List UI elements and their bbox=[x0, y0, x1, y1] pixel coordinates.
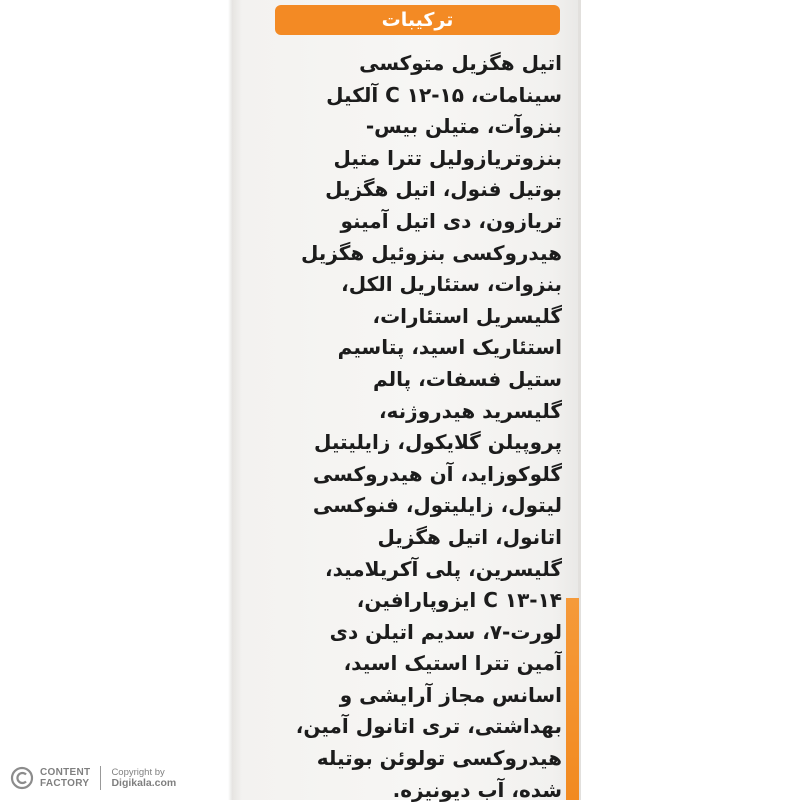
watermark-credit bbox=[111, 767, 176, 789]
watermark-brand-line1: CONTENT bbox=[40, 767, 91, 778]
ingredient-line: لورت-۷، سدیم اتیلن دی bbox=[329, 619, 562, 644]
ingredient-line: بنزوتریازولیل تترا متیل bbox=[333, 145, 562, 170]
ingredient-line: شده، آب دیونیزه. bbox=[392, 777, 562, 802]
ingredient-line: هیدروکسی بنزوئیل هگزیل bbox=[300, 240, 562, 265]
ingredient-line: سینامات، C ۱۲-۱۵ آلکیل bbox=[326, 82, 562, 107]
ingredient-line: استئاریک اسید، پتاسیم bbox=[337, 335, 562, 360]
ingredients-header-bar bbox=[275, 5, 560, 35]
ingredient-line: گلیسرین، پلی آکریلامید، bbox=[324, 556, 562, 581]
ingredient-line: C ۱۳-۱۴ ایزوپارافین، bbox=[356, 588, 562, 613]
ingredient-line: پروپیلن گلایکول، زایلیتیل bbox=[314, 430, 562, 455]
ingredient-line: اتیل هگزیل متوکسی bbox=[359, 51, 562, 75]
watermark-credit-line1: Copyright by bbox=[111, 767, 165, 778]
watermark-brand bbox=[40, 767, 90, 789]
ingredient-line: اتانول، اتیل هگزیل bbox=[377, 524, 562, 549]
ingredient-line: اسانس مجاز آرایشی و bbox=[339, 682, 562, 707]
ingredient-line: آمین تترا استیک اسید، bbox=[343, 651, 562, 676]
ingredient-line: گلوکوزاید، آن هیدروکسی bbox=[312, 461, 562, 486]
ingredient-line: بنزوآت، متیلن بیس- bbox=[365, 114, 562, 139]
watermark bbox=[10, 763, 176, 793]
ingredient-line: ستیل فسفات، پالم bbox=[372, 366, 562, 391]
ingredient-line: بهداشتی، تری اتانول آمین، bbox=[295, 714, 562, 739]
watermark-credit-line2: Digikala.com bbox=[111, 777, 177, 789]
content-factory-logo-icon bbox=[10, 766, 34, 790]
ingredient-line: لیتول، زایلیتول، فنوکسی bbox=[312, 493, 562, 518]
ingredient-line: گلیسرید هیدروژنه، bbox=[378, 398, 562, 423]
ingredient-line: بوتیل فنول، اتیل هگزیل bbox=[325, 177, 562, 202]
ingredients-header-label: ترکیبات bbox=[381, 9, 454, 31]
ingredient-line: تریازون، دی اتیل آمینو bbox=[340, 208, 562, 233]
ingredient-line: هیدروکسی تولوئن بوتیله bbox=[316, 746, 562, 771]
ingredient-line: بنزوات، ستئاریل الکل، bbox=[341, 272, 562, 297]
orange-side-strip bbox=[566, 598, 579, 800]
ingredients-text-block bbox=[262, 48, 562, 806]
watermark-divider bbox=[100, 766, 101, 790]
ingredient-line: گلیسریل استئارات، bbox=[372, 303, 562, 328]
watermark-brand-line2: FACTORY bbox=[40, 778, 90, 789]
